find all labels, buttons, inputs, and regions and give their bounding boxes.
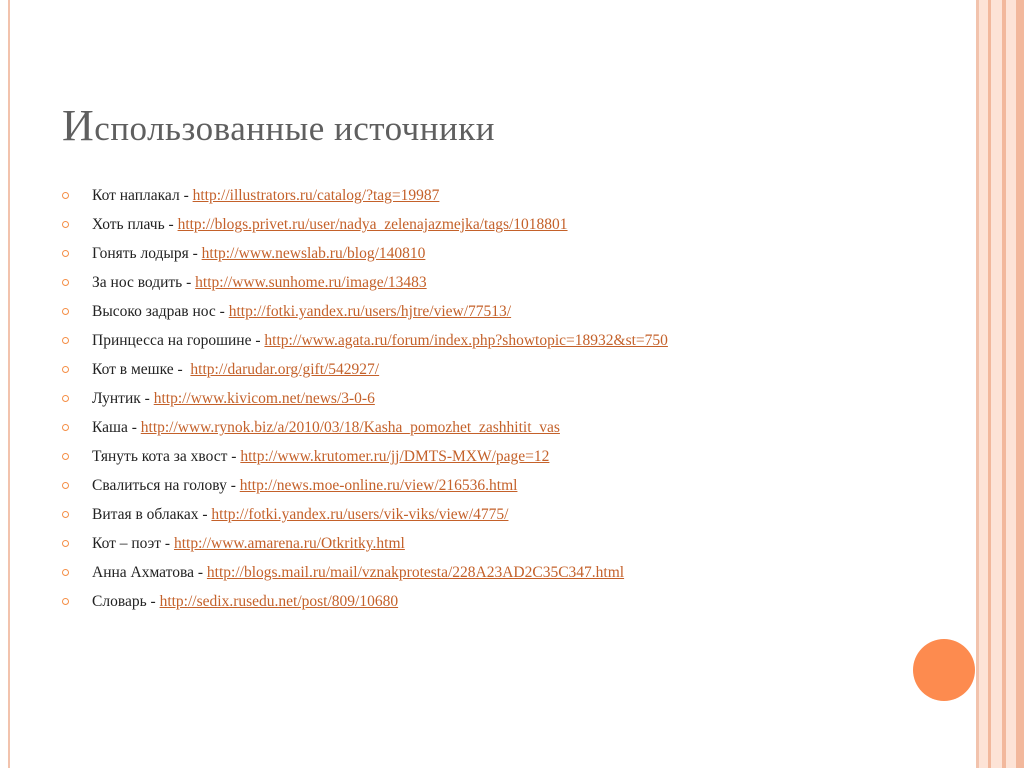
item-separator: -: [182, 274, 196, 291]
list-item: [62, 445, 668, 474]
item-label: Гонять лодыря: [92, 245, 189, 262]
source-link[interactable]: http://www.krutomer.ru/jj/DMTS-MXW/page=12: [240, 448, 550, 465]
slide-title-initial: И: [62, 101, 95, 150]
item-separator: -: [227, 448, 241, 465]
source-link[interactable]: http://www.kivicom.net/news/3-0-6: [153, 390, 375, 407]
list-item: [62, 184, 668, 213]
item-separator: -: [251, 332, 265, 349]
item-separator: -: [164, 216, 178, 233]
item-separator: -: [173, 361, 191, 378]
source-link[interactable]: http://www.amarena.ru/Otkritky.html: [173, 535, 405, 552]
ring-bullet-icon: [62, 395, 69, 402]
item-separator: -: [188, 245, 202, 262]
source-link[interactable]: http://sedix.rusedu.net/post/809/10680: [159, 593, 399, 610]
decor-stripe: [979, 0, 988, 768]
item-label: Витая в облаках: [92, 506, 199, 523]
item-label: Хоть плачь: [92, 216, 165, 233]
slide-title-rest: спользованные источники: [94, 109, 495, 148]
list-item: [62, 358, 668, 387]
source-link[interactable]: http://www.agata.ru/forum/index.php?showtopic=18932&st=750: [264, 332, 668, 349]
list-item: [62, 590, 668, 619]
ring-bullet-icon: [62, 511, 69, 518]
ring-bullet-icon: [62, 279, 69, 286]
item-separator: -: [198, 506, 212, 523]
item-label: Свалиться на голову: [92, 477, 227, 494]
item-separator: -: [127, 419, 141, 436]
item-separator: -: [215, 303, 229, 320]
frame-left-line: [8, 0, 10, 768]
item-label: Кот наплакал: [92, 187, 180, 204]
item-label: Анна Ахматова: [92, 564, 194, 581]
item-label: Тянуть кота за хвост: [92, 448, 228, 465]
source-link[interactable]: http://illustrators.ru/catalog/?tag=19987: [192, 187, 440, 204]
ring-bullet-icon: [62, 453, 69, 460]
list-item: [62, 213, 668, 242]
ring-bullet-icon: [62, 337, 69, 344]
list-item: [62, 300, 668, 329]
ring-bullet-icon: [62, 221, 69, 228]
decor-stripe: [991, 0, 1002, 768]
item-label: Высоко задрав нос: [92, 303, 216, 320]
item-separator: -: [146, 593, 160, 610]
ring-bullet-icon: [62, 308, 69, 315]
source-link[interactable]: http://blogs.mail.ru/mail/vznakprotesta/228A23AD2C35C347.html: [206, 564, 625, 581]
list-item: [62, 503, 668, 532]
item-label: Кот в мешке: [92, 361, 174, 378]
ring-bullet-icon: [62, 192, 69, 199]
item-separator: -: [161, 535, 174, 552]
ring-bullet-icon: [62, 482, 69, 489]
ring-bullet-icon: [62, 540, 69, 547]
item-label: Каша: [92, 419, 128, 436]
item-label: Лунтик: [92, 390, 141, 407]
list-item: [62, 474, 668, 503]
ring-bullet-icon: [62, 569, 69, 576]
source-link[interactable]: http://news.moe-online.ru/view/216536.html: [239, 477, 518, 494]
source-link[interactable]: http://fotki.yandex.ru/users/vik-viks/view/4775/: [211, 506, 509, 523]
item-separator: -: [193, 564, 207, 581]
item-label: За нос водить: [92, 274, 183, 291]
item-separator: -: [179, 187, 193, 204]
source-link[interactable]: http://fotki.yandex.ru/users/hjtre/view/77513/: [228, 303, 512, 320]
decor-orange-circle: [913, 639, 975, 701]
item-label: Кот – поэт: [92, 535, 162, 552]
list-item: [62, 271, 668, 300]
item-separator: -: [226, 477, 240, 494]
sources-list: [62, 184, 668, 619]
item-label: Принцесса на горошине: [92, 332, 252, 349]
source-link[interactable]: http://www.newslab.ru/blog/140810: [201, 245, 426, 262]
ring-bullet-icon: [62, 366, 69, 373]
decor-stripe: [1016, 0, 1024, 768]
source-link[interactable]: http://darudar.org/gift/542927/: [190, 361, 380, 378]
source-link[interactable]: http://www.rynok.biz/a/2010/03/18/Kasha_pomozhet_zashhitit_vas: [140, 419, 560, 436]
slide-title: [62, 100, 495, 151]
list-item: [62, 561, 668, 590]
list-item: [62, 416, 668, 445]
ring-bullet-icon: [62, 598, 69, 605]
item-separator: -: [140, 390, 154, 407]
decor-stripe: [1006, 0, 1016, 768]
list-item: [62, 329, 668, 358]
source-link[interactable]: http://blogs.privet.ru/user/nadya_zelenajazmejka/tags/1018801: [177, 216, 568, 233]
list-item: [62, 532, 668, 561]
ring-bullet-icon: [62, 424, 69, 431]
item-label: Словарь: [92, 593, 147, 610]
list-item: [62, 242, 668, 271]
source-link[interactable]: http://www.sunhome.ru/image/13483: [195, 274, 427, 291]
ring-bullet-icon: [62, 250, 69, 257]
list-item: [62, 387, 668, 416]
